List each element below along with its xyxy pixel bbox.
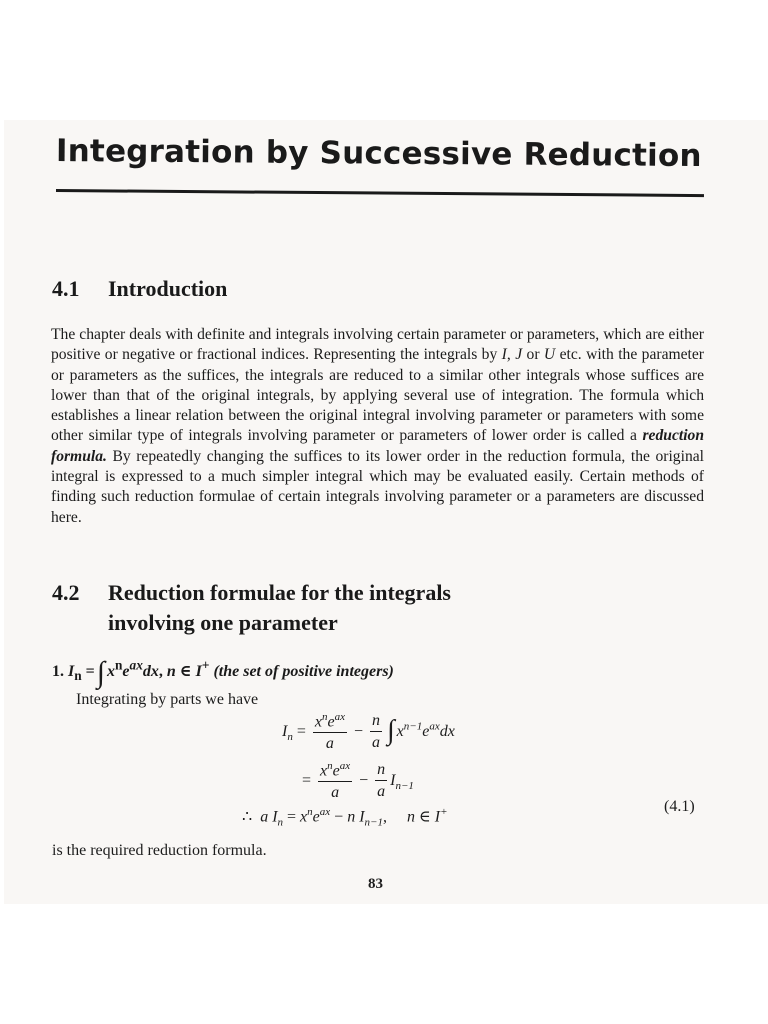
section-heading-introduction bbox=[52, 276, 227, 302]
text-run: or bbox=[522, 346, 544, 364]
text-run: The chapter deals with definite and integrals involving certain parameter or parameters, which are either positive or negative or fractional indices. Representing the integrals by bbox=[51, 326, 704, 364]
emphasized-term: reduction formula. bbox=[51, 427, 704, 465]
conclusion-text: is the required reduction formula. bbox=[52, 842, 267, 859]
introduction-paragraph bbox=[51, 325, 704, 528]
math-symbol: U bbox=[543, 346, 556, 364]
page-number: 83 bbox=[368, 876, 383, 892]
section-number: 4.2 bbox=[52, 580, 80, 605]
text-run: By repeatedly changing the suffices to its lower order in the reduction formula, the original integral is expressed to a much simpler integral which may be evaluated easily. Certain methods of finding such reduction formulae of certain integrals involving parameter or a parameters are discussed here. bbox=[51, 447, 704, 526]
equation-line-2: = $\frac{x^ne^{ax}}{a}$ − $\frac{n}{a}$ $I_{n-1}$ bbox=[302, 760, 414, 802]
section-heading-reduction-formulae bbox=[52, 578, 451, 638]
text-run: etc. with the parameter or parameters as the suffices, the integrals are reduced to a similar other integrals whose suffices are lower than that of the original integrals, by applying several use of integration. The formula which establishes a linear relation between the original integral involving parameter or parameters with some other similar type of integrals involving parameter or parameters of lower order is called a bbox=[51, 346, 704, 445]
equation-line-3: ∴ a $I_n = x^ne^{ax} - n$ $I_{n-1}$, n ∈ I+ bbox=[242, 806, 448, 829]
integrating-by-parts-text: Integrating by parts we have bbox=[76, 691, 259, 708]
section-number: 4.1 bbox=[52, 276, 80, 301]
equation-number: (4.1) bbox=[664, 798, 695, 815]
section-title: Introduction bbox=[108, 276, 228, 301]
math-symbol: I bbox=[501, 346, 507, 364]
text-run: , bbox=[506, 346, 516, 364]
section-title-line2: involving one parameter bbox=[108, 610, 338, 635]
section-title-line1: Reduction formulae for the integrals bbox=[108, 580, 451, 605]
item-1-statement: 1. $I_n$ =∫ $x^ne^{ax}dx$, n ∈ I+ (the set of positive integers) bbox=[52, 656, 394, 689]
math-symbol: J bbox=[515, 346, 523, 364]
chapter-title: Integration by Successive Reduction bbox=[55, 133, 702, 175]
item-condition: (the set of positive integers) bbox=[213, 663, 394, 680]
equation-line-1: $I_n$ = $\frac{x^ne^{ax}}{a}$ − $\frac{n}{a}$ ∫ $x^{n-1}e^{ax}dx$ bbox=[282, 711, 455, 753]
item-number: 1. bbox=[52, 663, 64, 680]
